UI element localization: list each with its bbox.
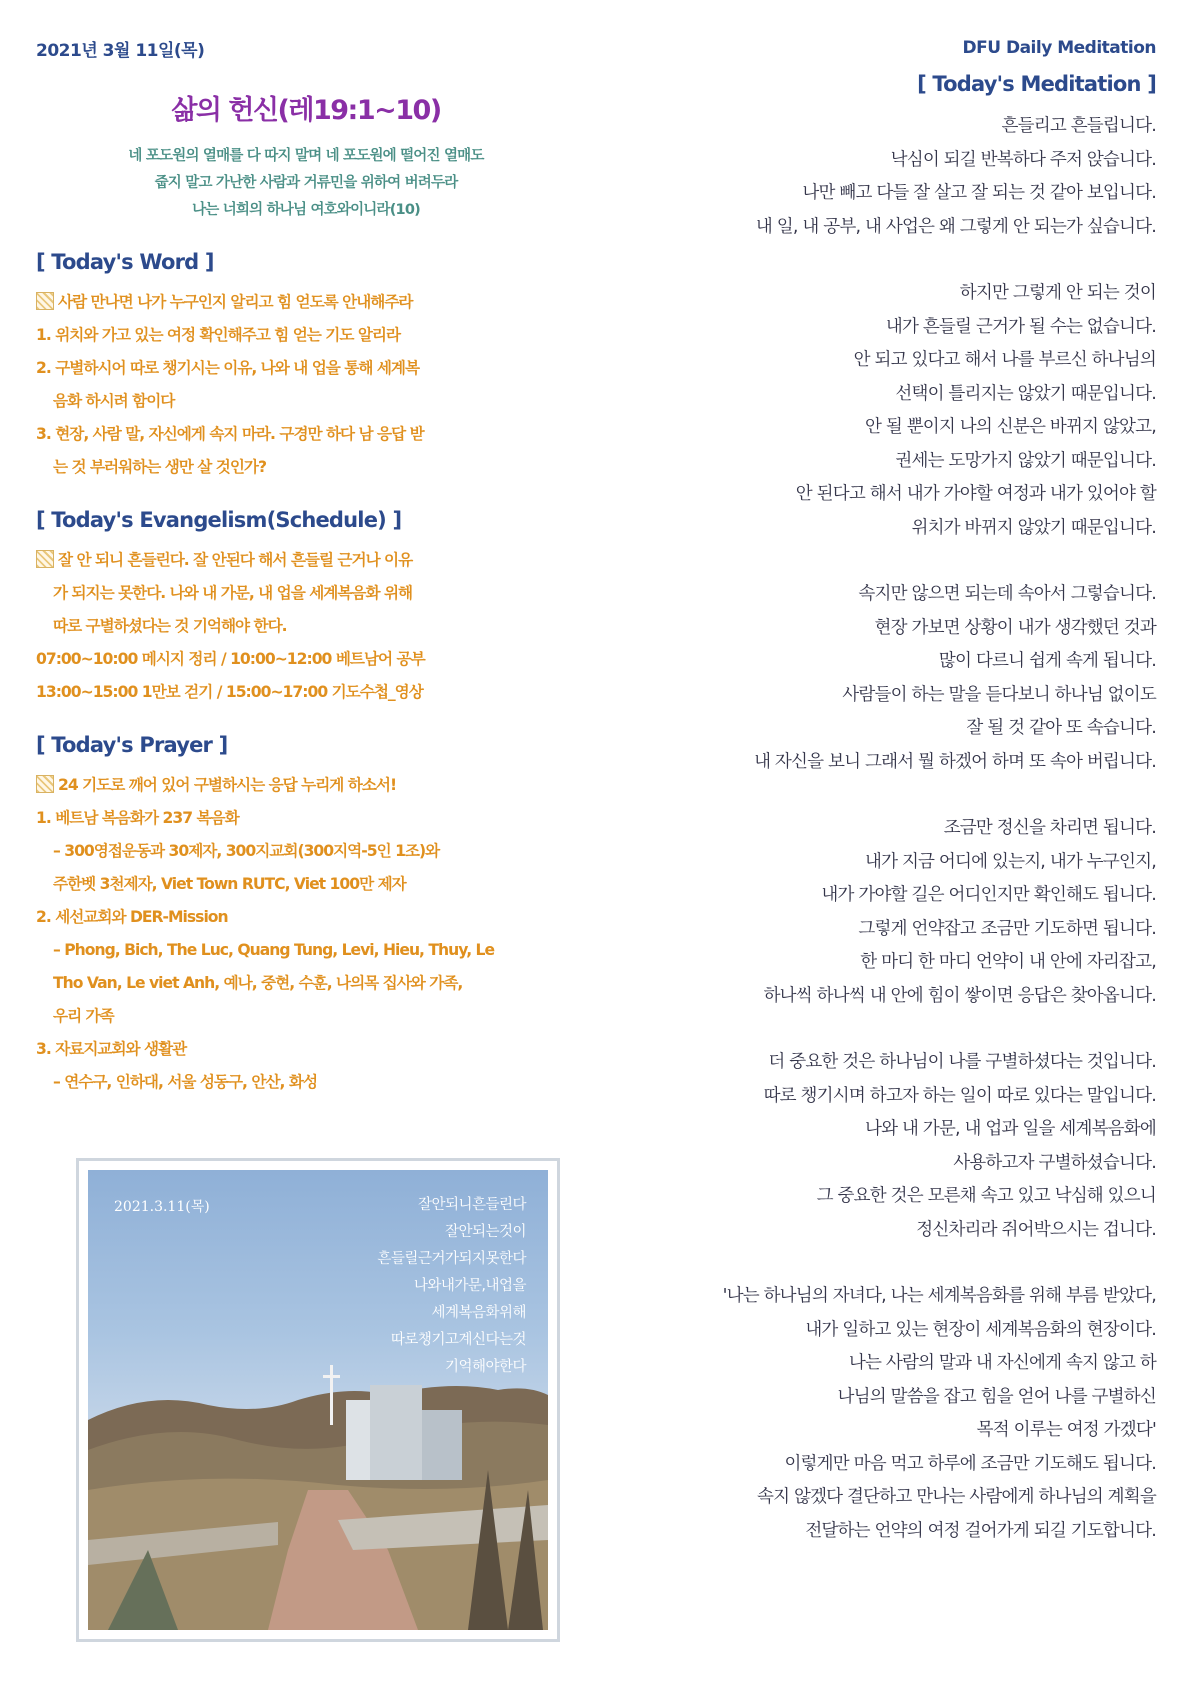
meditation-line: 목적 이루는 여정 가겠다': [976, 1420, 1156, 1440]
todays-evangelism-list: [36, 544, 576, 709]
list-item: [36, 418, 576, 451]
meditation-line: 하나씩 하나씩 내 안에 힘이 쌓이면 응답은 찾아옵니다.: [763, 985, 1156, 1006]
meditation-line: '나는 하나님의 자녀다, 나는 세계복음화를 위해 부름 받았다,: [722, 1286, 1156, 1306]
verse-line: 네 포도원의 열매를 다 따지 말며 네 포도원에 떨어진 열매도: [128, 148, 484, 164]
meditation-line: 안 되고 있다고 해서 나를 부르신 하나님의: [853, 350, 1156, 370]
right-column: [556, 72, 1156, 1548]
list-item-text: 3. 자료지교회와 생활관: [36, 1040, 187, 1058]
meditation-line: 한 마디 한 마디 언약이 내 안에 자리잡고,: [860, 952, 1156, 972]
hatched-square-icon: [36, 775, 54, 793]
meditation-line: 낙심이 되길 반복하다 주저 앉습니다.: [890, 149, 1156, 170]
todays-evangelism-heading: [ Today's Evangelism(Schedule) ]: [36, 508, 402, 532]
photo-frame: [76, 1158, 560, 1642]
meditation-body: [556, 110, 1156, 1548]
meditation-line: 사용하고자 구별하셨습니다.: [953, 1152, 1156, 1173]
photo-date: 2021.3.11(목): [114, 1199, 210, 1215]
meditation-line: 이렇게만 마음 먹고 하루에 조금만 기도해도 됩니다.: [784, 1453, 1156, 1474]
photo-caption-line: 세계복음화위해: [431, 1305, 526, 1321]
list-item: [36, 319, 576, 352]
list-item-text: 가 되지는 못한다. 나와 내 가문, 내 업을 세계복음화 위해: [53, 584, 413, 602]
list-item: [36, 1066, 576, 1099]
landscape-photo: [88, 1170, 548, 1630]
meditation-line: 정신차리라 쥐어박으시는 겁니다.: [916, 1219, 1156, 1240]
photo-caption-line: 따로챙기고계신다는것: [390, 1332, 526, 1348]
list-item: [36, 544, 576, 577]
meditation-line: 내 자신을 보니 그래서 뭘 하겠어 하며 또 속아 버립니다.: [754, 751, 1156, 772]
list-item-text: 07:00~10:00 메시지 정리 / 10:00~12:00 베트남어 공부: [36, 650, 425, 668]
list-item: [36, 577, 576, 610]
paragraph-gap: [556, 1013, 1156, 1046]
list-item: [36, 934, 576, 967]
list-item-text: 는 것 부러워하는 생만 살 것인가?: [53, 458, 267, 476]
meditation-line: 많이 다르니 쉽게 속게 됩니다.: [938, 651, 1156, 671]
list-item: [36, 967, 576, 1000]
todays-word-heading: [ Today's Word ]: [36, 250, 214, 274]
list-item: [36, 352, 576, 385]
list-item-text: 3. 현장, 사람 말, 자신에게 속지 마라. 구경만 하다 남 응답 받: [36, 425, 424, 443]
photo-caption-line: 흔들릴근거가되지못한다: [377, 1251, 526, 1267]
meditation-line: 나와 내 가문, 내 업과 일을 세계복음화에: [864, 1119, 1156, 1139]
todays-prayer-list: [36, 769, 576, 1099]
meditation-line: 안 될 뿐이지 나의 신분은 바뀌지 않았고,: [864, 417, 1156, 437]
list-item-text: 13:00~15:00 1만보 걷기 / 15:00~17:00 기도수첩_영상: [36, 683, 423, 701]
todays-word-list: [36, 286, 576, 484]
meditation-line: 속지 않겠다 결단하고 만나는 사람에게 하나님의 계획을: [757, 1487, 1156, 1507]
meditation-line: 위치가 바뀌지 않았기 때문입니다.: [911, 517, 1156, 538]
list-item: [36, 610, 576, 643]
meditation-line: 나님의 말씀을 잡고 힘을 얻어 나를 구별하신: [837, 1386, 1156, 1407]
list-item-text: 2. 구별하시어 따로 챙기시는 이유, 나와 내 업을 통해 세계복: [36, 359, 420, 377]
meditation-line: 내가 지금 어디에 있는지, 내가 누구인지,: [864, 851, 1156, 872]
meditation-line: 더 중요한 것은 하나님이 나를 구별하셨다는 것입니다.: [768, 1052, 1156, 1072]
list-item-text: 음화 하시려 함이다: [53, 392, 175, 410]
list-item: [36, 835, 576, 868]
list-item-text: 사람 만나면 나가 누구인지 알리고 힘 얻도록 안내해주라: [58, 293, 413, 311]
meditation-line: 그렇게 언약잡고 조금만 기도하면 됩니다.: [858, 918, 1156, 939]
meditation-line: 내가 일하고 있는 현장이 세계복음화의 현장이다.: [805, 1319, 1156, 1340]
meditation-line: 하지만 그렇게 안 되는 것이: [959, 283, 1156, 303]
photo-caption-line: 잘안되니흔들린다: [417, 1197, 526, 1213]
list-item: [36, 643, 576, 676]
meditation-line: 따로 챙기시며 하고자 하는 일이 따로 있다는 말입니다.: [763, 1085, 1156, 1106]
paragraph-gap: [556, 1247, 1156, 1280]
list-item: [36, 868, 576, 901]
meditation-line: 내 일, 내 공부, 내 사업은 왜 그렇게 안 되는가 싶습니다.: [755, 216, 1156, 237]
verse-line: 나는 너희의 하나님 여호와이니라(10): [192, 202, 420, 218]
meditation-line: 전달하는 언약의 여정 걸어가게 되길 기도합니다.: [805, 1520, 1156, 1541]
meditation-line: 현장 가보면 상황이 내가 생각했던 것과: [874, 617, 1156, 638]
verse-block: [36, 143, 576, 224]
list-item-text: 2. 세선교회와 DER-Mission: [36, 908, 228, 926]
meditation-line: 내가 가야할 길은 어디인지만 확인해도 됩니다.: [821, 885, 1156, 905]
verse-line: 줍지 말고 가난한 사람과 거류민을 위하여 버려두라: [154, 175, 458, 191]
sermon-title: 삶의 헌신(레19:1~10): [171, 95, 441, 126]
list-item-text: 우리 가족: [53, 1007, 114, 1025]
list-item: [36, 1033, 576, 1066]
list-item-text: 1. 위치와 가고 있는 여정 확인해주고 힘 얻는 기도 알리라: [36, 326, 401, 344]
todays-meditation-heading: [ Today's Meditation ]: [917, 72, 1156, 96]
meditation-line: 사람들이 하는 말을 듣다보니 하나님 없이도: [842, 684, 1156, 705]
list-item-text: – Phong, Bich, The Luc, Quang Tung, Levi, Hieu, Thuy, Le: [53, 941, 495, 959]
meditation-line: 선택이 틀리지는 않았기 때문입니다.: [895, 383, 1156, 404]
photo-caption-line: 잘안되는것이: [444, 1224, 526, 1240]
list-item: [36, 769, 576, 802]
list-item: [36, 676, 576, 709]
photo-caption-line: 기억해야한다: [444, 1359, 526, 1375]
list-item-text: – 연수구, 인하대, 서울 성동구, 안산, 화성: [53, 1073, 318, 1091]
photo-caption: [377, 1192, 526, 1381]
list-item: [36, 385, 576, 418]
list-item-text: Tho Van, Le viet Anh, 예나, 중현, 수훈, 나의목 집사와 가족,: [53, 974, 463, 992]
meditation-line: 나는 사람의 말과 내 자신에게 속지 않고 하: [848, 1353, 1156, 1373]
list-item: [36, 1000, 576, 1033]
meditation-line: 나만 빼고 다들 잘 살고 잘 되는 것 같아 보입니다.: [802, 183, 1156, 203]
brand-label: DFU Daily Meditation: [962, 38, 1156, 58]
photo-caption-line: 나와내가문,내업을: [413, 1278, 526, 1294]
list-item: [36, 901, 576, 934]
paragraph-gap: [556, 545, 1156, 578]
paragraph-gap: [556, 244, 1156, 277]
left-column: [36, 88, 576, 1099]
paragraph-gap: [556, 779, 1156, 812]
date-label: 2021년 3월 11일(목): [36, 41, 205, 61]
hatched-square-icon: [36, 292, 54, 310]
list-item: [36, 451, 576, 484]
meditation-line: 잘 될 것 같아 또 속습니다.: [966, 718, 1156, 738]
list-item-text: 24 기도로 깨어 있어 구별하시는 응답 누리게 하소서!: [58, 776, 397, 794]
meditation-line: 권세는 도망가지 않았기 때문입니다.: [895, 450, 1156, 471]
meditation-line: 내가 흔들릴 근거가 될 수는 없습니다.: [885, 316, 1156, 337]
list-item: [36, 286, 576, 319]
list-item-text: 주한벳 3천제자, Viet Town RUTC, Viet 100만 제자: [53, 875, 406, 893]
meditation-line: 흔들리고 흔들립니다.: [1001, 116, 1156, 136]
meditation-line: 그 중요한 것은 모른채 속고 있고 낙심해 있으니: [816, 1186, 1156, 1206]
hatched-square-icon: [36, 550, 54, 568]
list-item-text: 1. 베트남 복음화가 237 복음화: [36, 809, 239, 827]
meditation-line: 조금만 정신을 차리면 됩니다.: [943, 818, 1156, 838]
list-item: [36, 802, 576, 835]
todays-prayer-heading: [ Today's Prayer ]: [36, 733, 228, 757]
list-item-text: – 300영접운동과 30제자, 300지교회(300지역-5인 1조)와: [53, 842, 440, 860]
meditation-line: 안 된다고 해서 내가 가야할 여정과 내가 있어야 할: [795, 484, 1156, 504]
list-item-text: 따로 구별하셨다는 것 기억해야 한다.: [53, 617, 287, 635]
list-item-text: 잘 안 되니 흔들린다. 잘 안된다 해서 흔들릴 근거나 이유: [58, 551, 413, 569]
meditation-line: 속지만 않으면 되는데 속아서 그렇습니다.: [858, 584, 1156, 604]
